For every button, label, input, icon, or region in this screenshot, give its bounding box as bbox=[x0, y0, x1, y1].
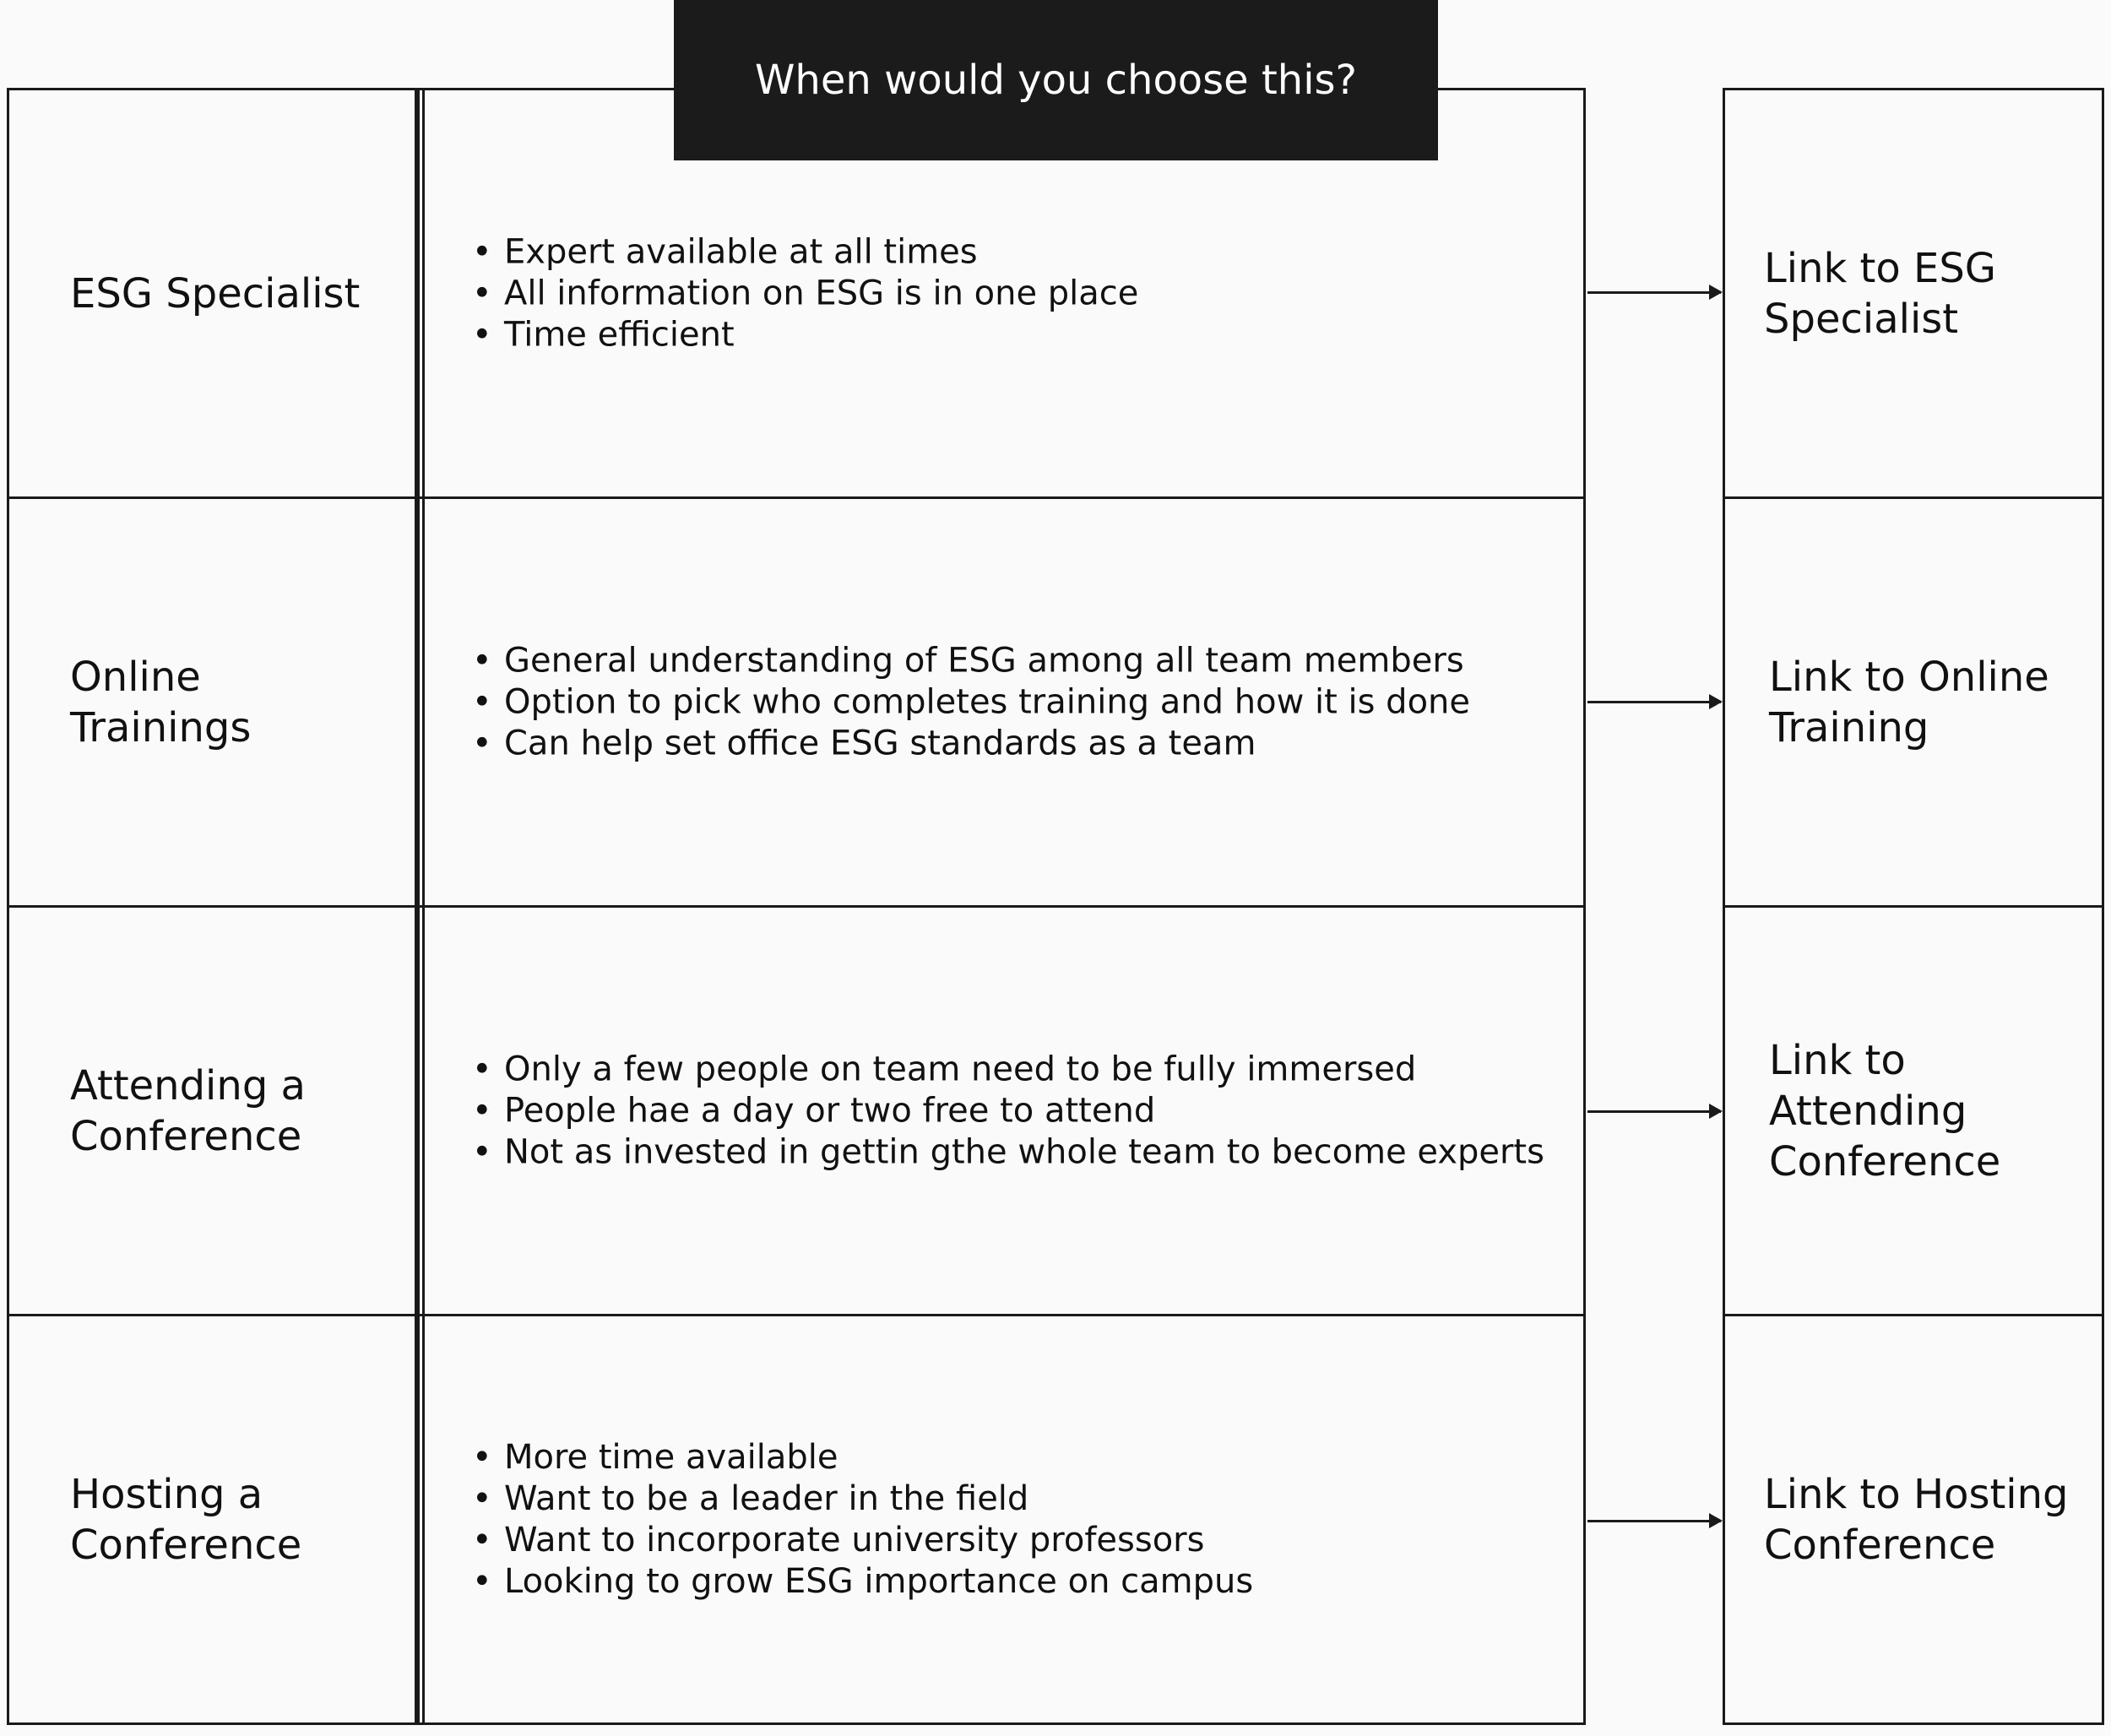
header-banner bbox=[674, 0, 1438, 160]
criteria-item: • General understanding of ESG among all team members bbox=[472, 640, 1470, 681]
criteria-item: • Want to be a leader in the field bbox=[472, 1478, 1253, 1520]
link-text[interactable]: Link to Hosting Conference bbox=[1764, 1470, 2069, 1569]
header-title: When would you choose this? bbox=[754, 57, 1358, 104]
option-label-cell-hosting-conference bbox=[7, 1314, 417, 1725]
criteria-cell-hosting-conference bbox=[417, 1314, 1586, 1725]
option-label-cell-esg-specialist bbox=[7, 88, 417, 499]
link-text[interactable]: Link to Online Training bbox=[1769, 653, 2049, 751]
link-attending-conference[interactable] bbox=[1723, 905, 2104, 1316]
option-label: Attending a Conference bbox=[70, 1061, 306, 1160]
criteria-item: • Option to pick who completes training and how it is done bbox=[472, 681, 1470, 723]
criteria-list bbox=[472, 231, 1138, 355]
option-label: Hosting a Conference bbox=[70, 1470, 302, 1569]
arrow-connector bbox=[1587, 291, 1721, 294]
criteria-item: • Not as invested in gettin gthe whole team to become experts bbox=[472, 1131, 1544, 1173]
option-label-cell-attending-conference bbox=[7, 905, 417, 1316]
criteria-item: • Looking to grow ESG importance on campus bbox=[472, 1561, 1253, 1603]
criteria-item: • Time efficient bbox=[472, 314, 1138, 355]
option-label: ESG Specialist bbox=[70, 269, 361, 317]
link-text[interactable]: Link to ESG Specialist bbox=[1764, 244, 1996, 343]
criteria-item: • Want to incorporate university professors bbox=[472, 1520, 1253, 1561]
arrow-connector bbox=[1587, 701, 1721, 703]
arrow-connector bbox=[1587, 1520, 1721, 1522]
criteria-list bbox=[472, 1049, 1544, 1173]
link-hosting-conference[interactable] bbox=[1723, 1314, 2104, 1725]
link-esg-specialist[interactable] bbox=[1723, 88, 2104, 499]
criteria-item: • Only a few people on team need to be fully immersed bbox=[472, 1049, 1544, 1090]
criteria-item: • People hae a day or two free to attend bbox=[472, 1090, 1544, 1131]
option-label-cell-online-trainings bbox=[7, 496, 417, 908]
link-online-training[interactable] bbox=[1723, 496, 2104, 908]
arrow-connector bbox=[1587, 1110, 1721, 1113]
criteria-item: • All information on ESG is in one place bbox=[472, 273, 1138, 314]
criteria-item: • Expert available at all times bbox=[472, 231, 1138, 273]
criteria-cell-online-trainings bbox=[417, 496, 1586, 908]
link-text[interactable]: Link to Attending Conference bbox=[1769, 1036, 2001, 1185]
criteria-cell-attending-conference bbox=[417, 905, 1586, 1316]
criteria-item: • More time available bbox=[472, 1437, 1253, 1478]
criteria-list bbox=[472, 1437, 1253, 1603]
criteria-item: • Can help set office ESG standards as a team bbox=[472, 723, 1470, 764]
option-label: Online Trainings bbox=[70, 653, 252, 751]
criteria-list bbox=[472, 640, 1470, 764]
